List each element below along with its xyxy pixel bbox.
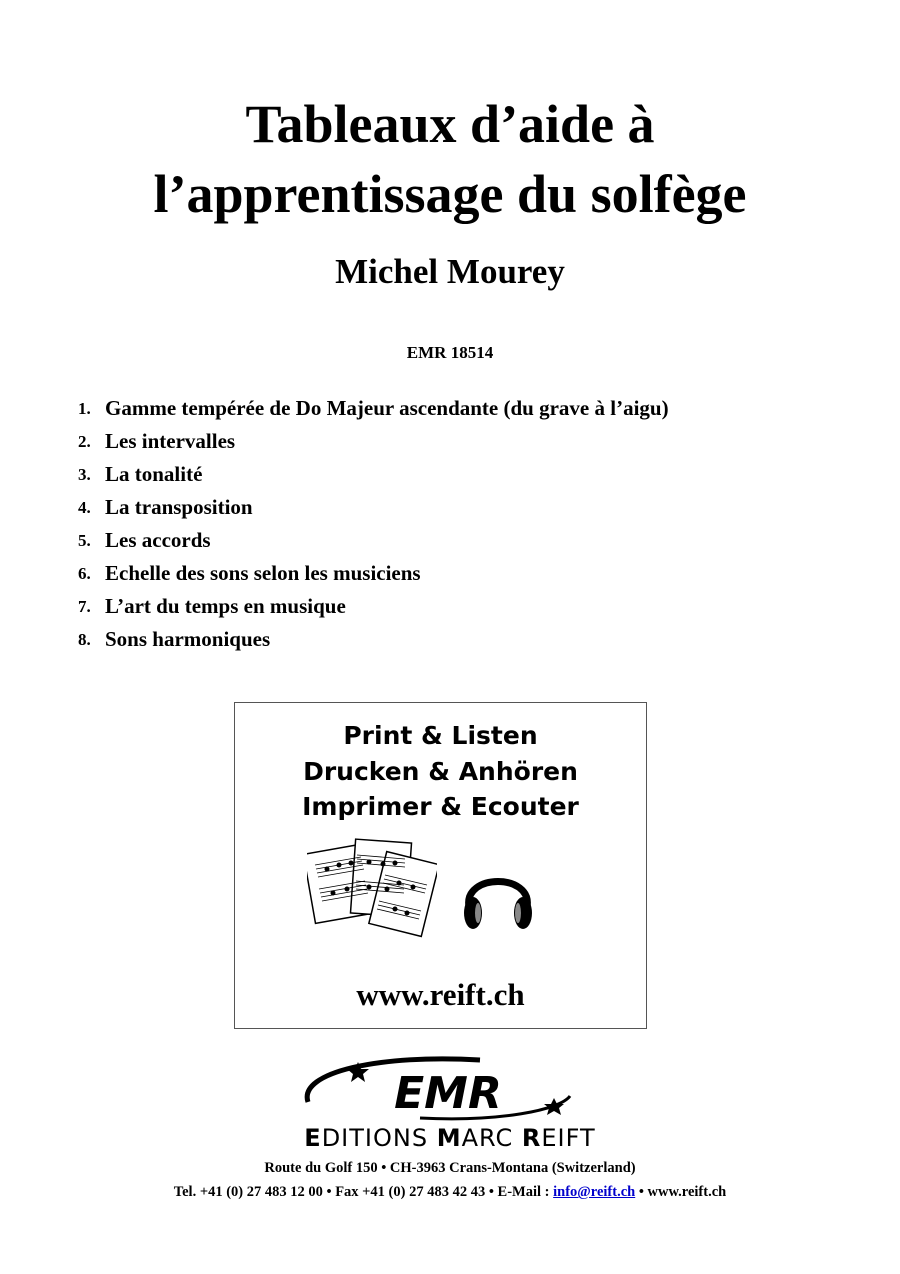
author-name: Michel Mourey bbox=[335, 252, 565, 291]
item-number: 1. bbox=[78, 399, 91, 418]
headphones-icon bbox=[459, 855, 537, 935]
item-number: 8. bbox=[78, 630, 91, 649]
promo-line-german: Drucken & Anhören bbox=[303, 757, 578, 786]
contact-website: • www.reift.ch bbox=[635, 1184, 727, 1200]
item-label: Gamme tempérée de Do Majeur ascendante (du grave à l’aigu) bbox=[105, 396, 669, 420]
contents-item bbox=[78, 623, 669, 656]
contents-item bbox=[78, 524, 669, 557]
item-label: Sons harmoniques bbox=[105, 627, 271, 651]
item-number: 3. bbox=[78, 465, 91, 484]
contents-item bbox=[78, 392, 669, 425]
item-label: Les intervalles bbox=[105, 429, 236, 453]
contents-item bbox=[78, 491, 669, 524]
brand-initial-r: R bbox=[521, 1124, 542, 1152]
brand-part-eift: EIFT bbox=[541, 1124, 596, 1152]
brand-part-ditions: DITIONS bbox=[321, 1124, 437, 1152]
email-link[interactable]: info@reift.ch bbox=[553, 1184, 636, 1200]
publisher-contact bbox=[0, 1184, 900, 1201]
publisher-address: Route du Golf 150 • CH-3963 Crans-Montana (Switzerland) bbox=[264, 1160, 636, 1176]
contact-phone-fax: Tel. +41 (0) 27 483 12 00 • Fax +41 (0) 27 483 42 43 • E-Mail : bbox=[173, 1184, 554, 1200]
item-label: La transposition bbox=[105, 495, 253, 519]
brand-initial-m: M bbox=[436, 1124, 462, 1152]
title-line-1: Tableaux d’aide à bbox=[245, 94, 655, 154]
contents-item bbox=[78, 425, 669, 458]
title-line-2: l’apprentissage du solfège bbox=[153, 164, 747, 224]
item-label: Echelle des sons selon les musiciens bbox=[105, 561, 421, 585]
emr-logo-text: EMR bbox=[394, 1068, 502, 1119]
brand-initial-e: E bbox=[304, 1124, 322, 1152]
print-listen-box bbox=[234, 702, 647, 1029]
brand-part-arc: ARC bbox=[461, 1124, 522, 1152]
promo-line-french: Imprimer & Ecouter bbox=[302, 792, 579, 821]
item-number: 4. bbox=[78, 498, 91, 517]
promo-line-english: Print & Listen bbox=[343, 721, 538, 750]
contents-item bbox=[78, 458, 669, 491]
publisher-name bbox=[0, 1124, 900, 1152]
item-number: 2. bbox=[78, 432, 91, 451]
item-number: 5. bbox=[78, 531, 91, 550]
item-label: Les accords bbox=[105, 528, 211, 552]
item-label: La tonalité bbox=[105, 462, 203, 486]
item-label: L’art du temps en musique bbox=[105, 594, 346, 618]
item-number: 6. bbox=[78, 564, 91, 583]
sheet-music-icon bbox=[307, 835, 437, 939]
catalog-number: EMR 18514 bbox=[406, 343, 494, 362]
contents-list bbox=[78, 392, 669, 656]
contents-item bbox=[78, 557, 669, 590]
item-number: 7. bbox=[78, 597, 91, 616]
contents-item bbox=[78, 590, 669, 623]
promo-website: www.reift.ch bbox=[356, 977, 525, 1012]
emr-logo bbox=[300, 1052, 590, 1124]
